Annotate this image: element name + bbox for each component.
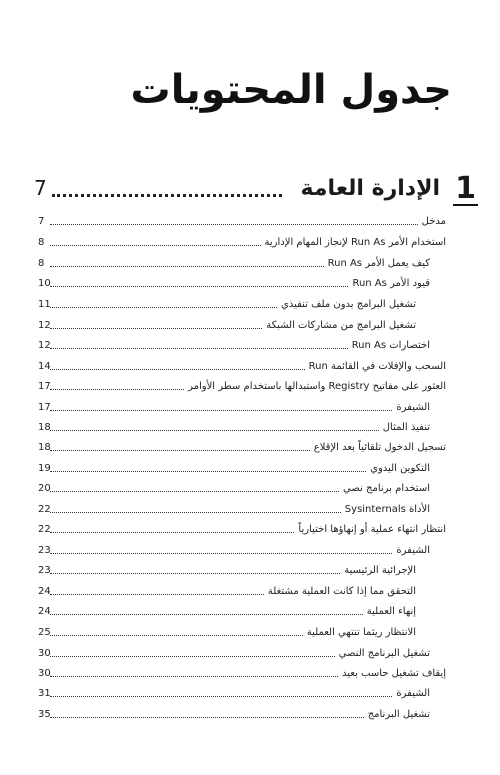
toc-entry — [38, 543, 430, 559]
toc-entry-page: 22 — [38, 504, 51, 515]
toc-entry-title: اختصارات Run As — [351, 340, 430, 351]
toc-entry-page: 25 — [38, 627, 51, 638]
toc-leader-dots — [50, 286, 348, 287]
toc-entry — [38, 625, 416, 641]
toc-entry-title: تنفيذ المثال — [382, 422, 430, 433]
toc-leader-dots — [50, 532, 294, 533]
toc-entry-title: تشغيل البرامج من مشاركات الشبكة — [266, 320, 416, 331]
toc-entry-page: 18 — [38, 422, 51, 433]
toc-entry — [38, 318, 416, 334]
toc-entry-page: 31 — [38, 688, 51, 699]
toc-entry-title: الإجرائية الرئيسية — [344, 565, 416, 576]
toc-entry-title: استخدام الأمر Run As لإنجاز المهام الإدارية — [264, 237, 446, 248]
toc-leader-dots — [50, 410, 392, 411]
toc-leader-dots — [50, 328, 262, 329]
toc-entry-page: 12 — [38, 320, 51, 331]
toc-entry-page: 23 — [38, 545, 51, 556]
chapter-number: 1 — [455, 171, 476, 206]
toc-leader-dots — [50, 471, 366, 472]
toc-leader-dots — [50, 635, 303, 636]
toc-entry — [38, 235, 446, 251]
toc-entry — [38, 646, 430, 662]
toc-entry-title: تشغيل البرنامج — [367, 709, 430, 720]
page-title: جدول المحتويات — [130, 67, 452, 113]
toc-entry-title: التكوين اليدوي — [370, 463, 430, 474]
toc-entry — [38, 297, 416, 313]
toc-leader-dots — [50, 430, 379, 431]
toc-entry — [38, 256, 430, 272]
toc-entry-page: 8 — [38, 237, 45, 248]
toc-entry — [38, 563, 416, 579]
toc-entry-page: 7 — [38, 216, 45, 227]
toc-entry-page: 8 — [38, 258, 45, 269]
toc-entry-page: 14 — [38, 361, 51, 372]
chapter-title: الإدارة العامة — [300, 176, 440, 201]
toc-leader-dots — [50, 614, 363, 615]
toc-leader-dots — [50, 369, 305, 370]
toc-entry — [38, 420, 430, 436]
toc-leader-dots — [50, 389, 184, 390]
toc-leader-dots — [50, 245, 261, 246]
toc-entry-title: تسجيل الدخول تلقائياً بعد الإقلاع — [313, 442, 446, 453]
toc-entry-title: التحقق مما إذا كانت العملية مشتغلة — [267, 586, 416, 597]
toc-entry — [38, 686, 430, 702]
toc-entry-title: تشغيل البرامج بدون ملف تنفيذي — [281, 299, 416, 310]
toc-entry — [38, 461, 430, 477]
toc-entry-title: الشيفرة — [396, 545, 430, 556]
toc-entry-title: العثور على مفاتيح Registry واستبدالها باستخدام سطر الأوامر — [188, 381, 446, 392]
toc-entry-title: الانتظار ريثما تنتهي العملية — [306, 627, 416, 638]
toc-leader-dots — [50, 307, 277, 308]
chapter-heading — [34, 171, 478, 206]
toc-entry-page: 35 — [38, 709, 51, 720]
toc-leader-dots — [50, 717, 364, 718]
toc-leader-dots — [50, 450, 310, 451]
toc-entry-page: 17 — [38, 402, 51, 413]
toc-entry-page: 18 — [38, 442, 51, 453]
toc-entry-page: 17 — [38, 381, 51, 392]
toc-entry-title: إنهاء العملية — [366, 606, 416, 617]
toc-entry-title: قيود الأمر Run As — [352, 278, 430, 289]
toc-entry-page: 12 — [38, 340, 51, 351]
toc-leader-dots — [50, 573, 340, 574]
toc-leader-dots — [50, 656, 335, 657]
toc-entry — [38, 707, 430, 723]
toc-entry — [38, 400, 430, 416]
toc-entry-page: 19 — [38, 463, 51, 474]
toc-leader-dots — [50, 512, 341, 513]
toc-entry-page: 24 — [38, 586, 51, 597]
toc-entry — [38, 214, 446, 230]
toc-entry-title: الشيفرة — [396, 688, 430, 699]
toc-entry-title: كيف يعمل الأمر Run As — [327, 258, 430, 269]
toc-entry — [38, 359, 446, 375]
toc-entry-page: 30 — [38, 668, 51, 679]
toc-entry-page: 30 — [38, 648, 51, 659]
toc-entry — [38, 666, 446, 682]
toc-entry — [38, 481, 430, 497]
toc-entry-page: 23 — [38, 565, 51, 576]
toc-entry-title: الشيفرة — [396, 402, 430, 413]
toc-entry — [38, 440, 446, 456]
toc-leader-dots — [50, 266, 324, 267]
toc-entry — [38, 604, 416, 620]
toc-leader-dots — [50, 348, 348, 349]
toc-entry-title: إيقاف تشغيل حاسب بعيد — [342, 668, 446, 679]
toc-entry-title: السحب والإفلات في القائمة Run — [308, 361, 446, 372]
toc-entry — [38, 379, 446, 395]
toc-entry-title: استخدام برنامج نصي — [343, 483, 430, 494]
toc-leader-dots — [50, 491, 339, 492]
chapter-page-number: 7 — [34, 176, 47, 200]
toc-entry-page: 22 — [38, 524, 51, 535]
toc-entry-page: 11 — [38, 299, 51, 310]
toc-entry-title: الأداة Sysinternals — [344, 504, 430, 515]
toc-entry — [38, 338, 430, 354]
toc-leader-dots — [50, 594, 264, 595]
toc-entry-page: 24 — [38, 606, 51, 617]
toc-leader-dots — [50, 696, 392, 697]
toc-entry-page: 20 — [38, 483, 51, 494]
toc-entry-title: تشغيل البرنامج النصي — [338, 648, 430, 659]
toc-entry-page: 10 — [38, 278, 51, 289]
toc-leader-dots — [50, 553, 392, 554]
toc-entry — [38, 522, 446, 538]
chapter-leader-dots — [52, 194, 282, 197]
toc-entry — [38, 276, 430, 292]
toc-leader-dots — [50, 676, 338, 677]
toc-entry — [38, 502, 430, 518]
toc-entry-title: مدخل — [421, 216, 446, 227]
toc-leader-dots — [50, 224, 418, 225]
toc-entry — [38, 584, 416, 600]
toc-entry-title: انتظار انتهاء عملية أو إنهاؤها اختيارياً — [298, 524, 446, 535]
